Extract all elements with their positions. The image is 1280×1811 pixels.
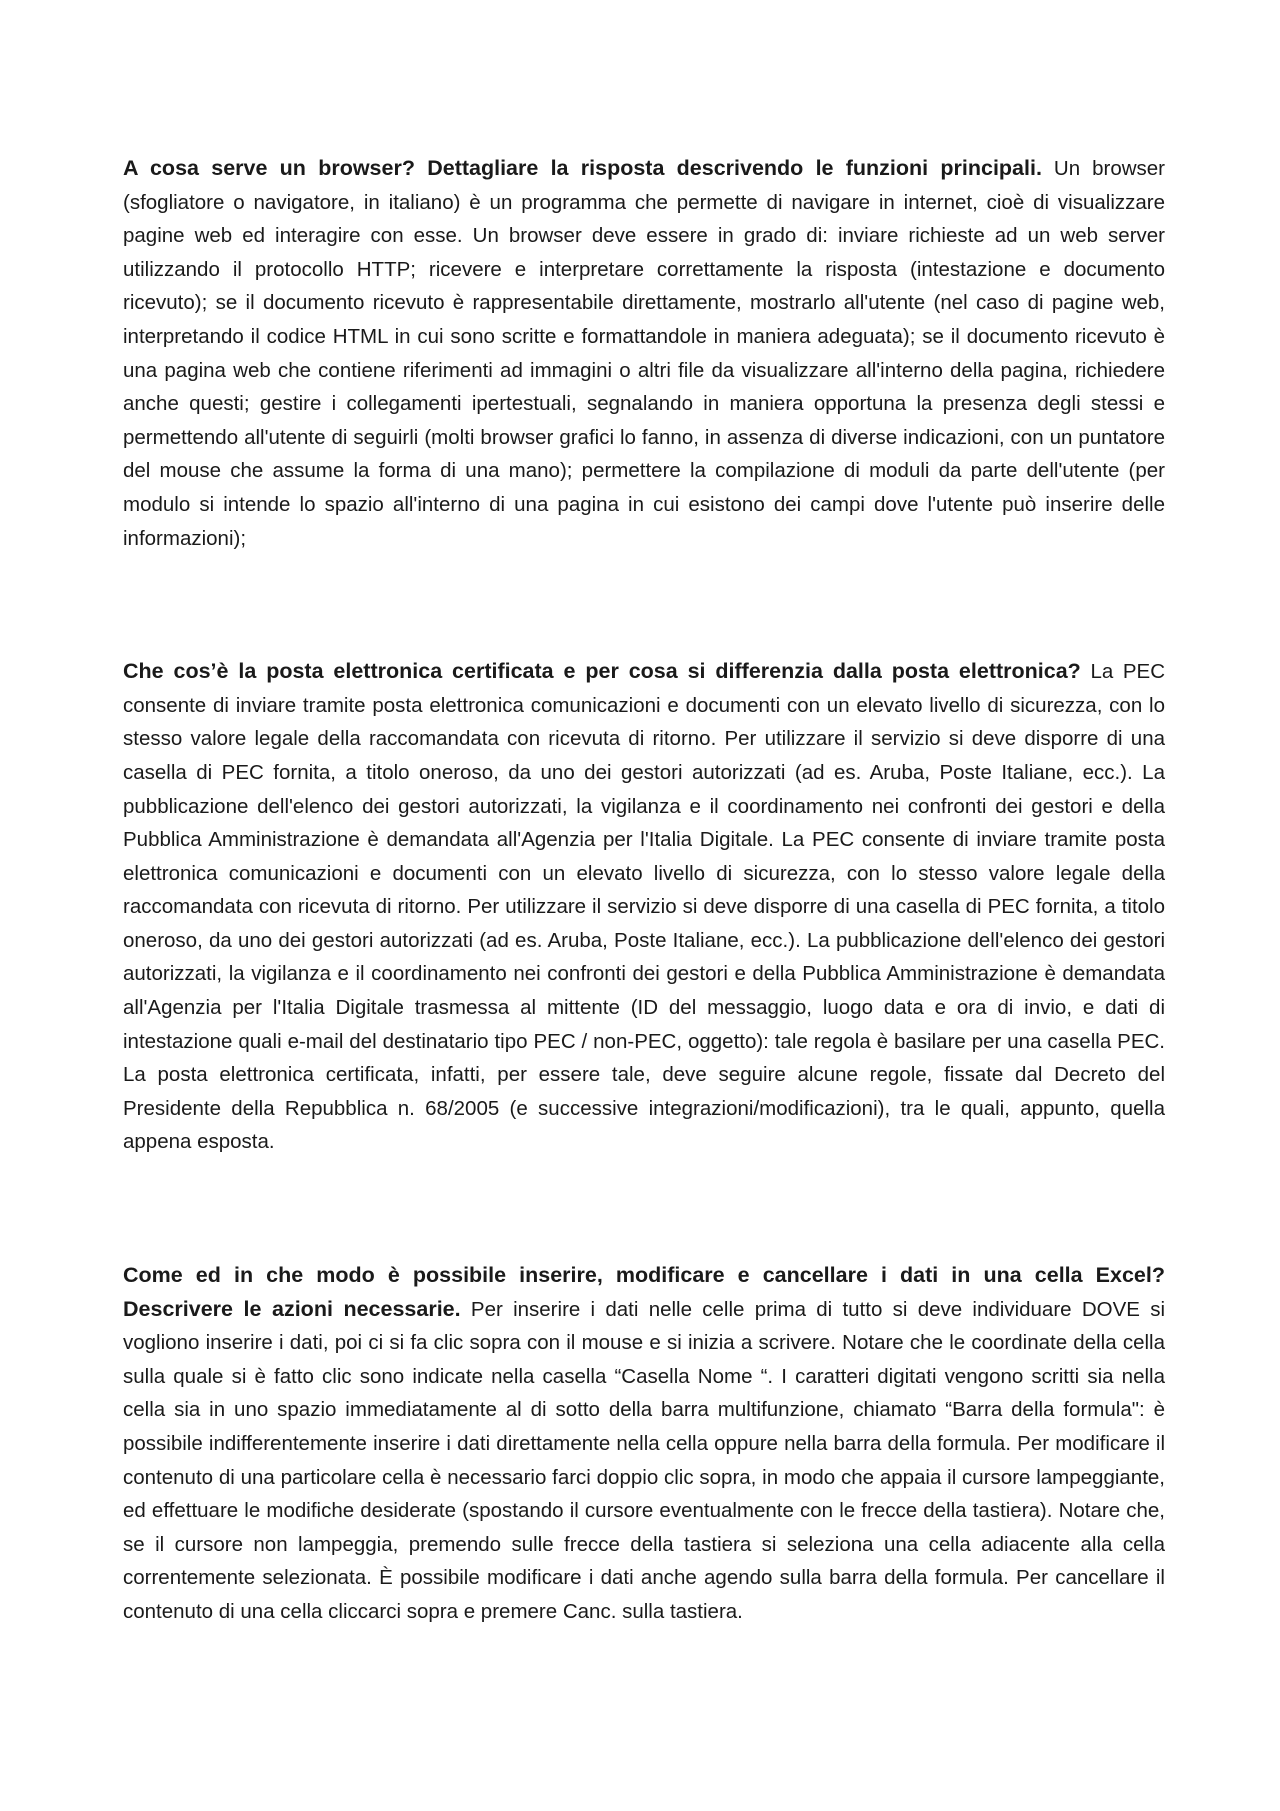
qa-paragraph-browser xyxy=(123,152,1165,555)
question-heading: A cosa serve un browser? Dettagliare la risposta descrivendo le funzioni principali. xyxy=(123,156,1042,180)
answer-text: La PEC consente di inviare tramite posta elettronica comunicazioni e documenti con un elevato livello di sicurezza, con lo stesso valore legale della raccomandata con ricevuta di ritorno. Per utilizzare il servizio si deve disporre di una casella di PEC fornita, a titolo oneroso, da uno dei gestori autorizzati (ad es. Aruba, Poste Italiane, ecc.). La pubblicazione dell'elenco dei gestori autorizzati, la vigilanza e il coordinamento nei confronti dei gestori e della Pubblica Amministrazione è demandata all'Agenzia per l'Italia Digitale. La PEC consente di inviare tramite posta elettronica comunicazioni e documenti con un elevato livello di sicurezza, con lo stesso valore legale della raccomandata con ricevuta di ritorno. Per utilizzare il servizio si deve disporre di una casella di PEC fornita, a titolo oneroso, da uno dei gestori autorizzati (ad es. Aruba, Poste Italiane, ecc.). La pubblicazione dell'elenco dei gestori autorizzati, la vigilanza e il coordinamento nei confronti dei gestori e della Pubblica Amministrazione è demandata all'Agenzia per l'Italia Digitale trasmessa al mittente (ID del messaggio, luogo data e ora di invio, e dati di intestazione quali e-mail del destinatario tipo PEC / non-PEC, oggetto): tale regola è basilare per una casella PEC. La posta elettronica certificata, infatti, per essere tale, deve seguire alcune regole, fissate dal Decreto del Presidente della Repubblica n. 68/2005 (e successive integrazioni/modificazioni), tra le quali, appunto, quella appena esposta. xyxy=(123,660,1166,1154)
question-heading: Come ed in che modo è possibile inserire, modificare e cancellare i dati in una cella Excel? Descrivere le azioni necessarie. xyxy=(123,1263,1165,1321)
answer-text: Un browser (sfogliatore o navigatore, in italiano) è un programma che permette di navigare in internet, cioè di visualizzare pagine web ed interagire con esse. Un browser deve essere in grado di: inviare richieste ad un web server utilizzando il protocollo HTTP; ricevere e interpretare correttamente la risposta (intestazione e documento ricevuto); se il documento ricevuto è rappresentabile direttamente, mostrarlo all'utente (nel caso di pagine web, interpretando il codice HTML in cui sono scritte e formattandole in maniera adeguata); se il documento ricevuto è una pagina web che contiene riferimenti ad immagini o altri file da visualizzare all'interno della pagina, richiedere anche questi; gestire i collegamenti ipertestuali, segnalando in maniera opportuna la presenza degli stessi e permettendo all'utente di seguirli (molti browser grafici lo fanno, in assenza di diverse indicazioni, con un puntatore del mouse che assume la forma di una mano); permettere la compilazione di moduli da parte dell'utente (per modulo si intende lo spazio all'interno di una pagina in cui esistono dei campi dove l'utente può inserire delle informazioni); xyxy=(123,157,1166,550)
qa-paragraph-pec xyxy=(123,655,1165,1159)
document-body xyxy=(123,152,1165,1629)
qa-paragraph-excel xyxy=(123,1259,1165,1629)
question-heading: Che cos’è la posta elettronica certificata e per cosa si differenzia dalla posta elettronica? xyxy=(123,659,1081,684)
answer-text: Per inserire i dati nelle celle prima di tutto si deve individuare DOVE si vogliono inserire i dati, poi ci si fa clic sopra con il mouse e si inizia a scrivere. Notare che le coordinate della cella sulla quale si è fatto clic sono indicate nella casella “Casella Nome “. I caratteri digitati vengono scritti sia nella cella sia in uno spazio immediatamente al di sotto della barra multifunzione, chiamato “Barra della formula": è possibile indifferentemente inserire i dati direttamente nella cella oppure nella barra della formula. Per modificare il contenuto di una particolare cella è necessario farci doppio clic sopra, in modo che appaia il cursore lampeggiante, ed effettuare le modifiche desiderate (spostando il cursore eventualmente con le frecce della tastiera). Notare che, se il cursore non lampeggia, premendo sulle frecce della tastiera si seleziona una cella adiacente alla cella correntemente selezionata. È possibile modificare i dati anche agendo sulla barra della formula. Per cancellare il contenuto di una cella cliccarci sopra e premere Canc. sulla tastiera. xyxy=(123,1297,1165,1623)
